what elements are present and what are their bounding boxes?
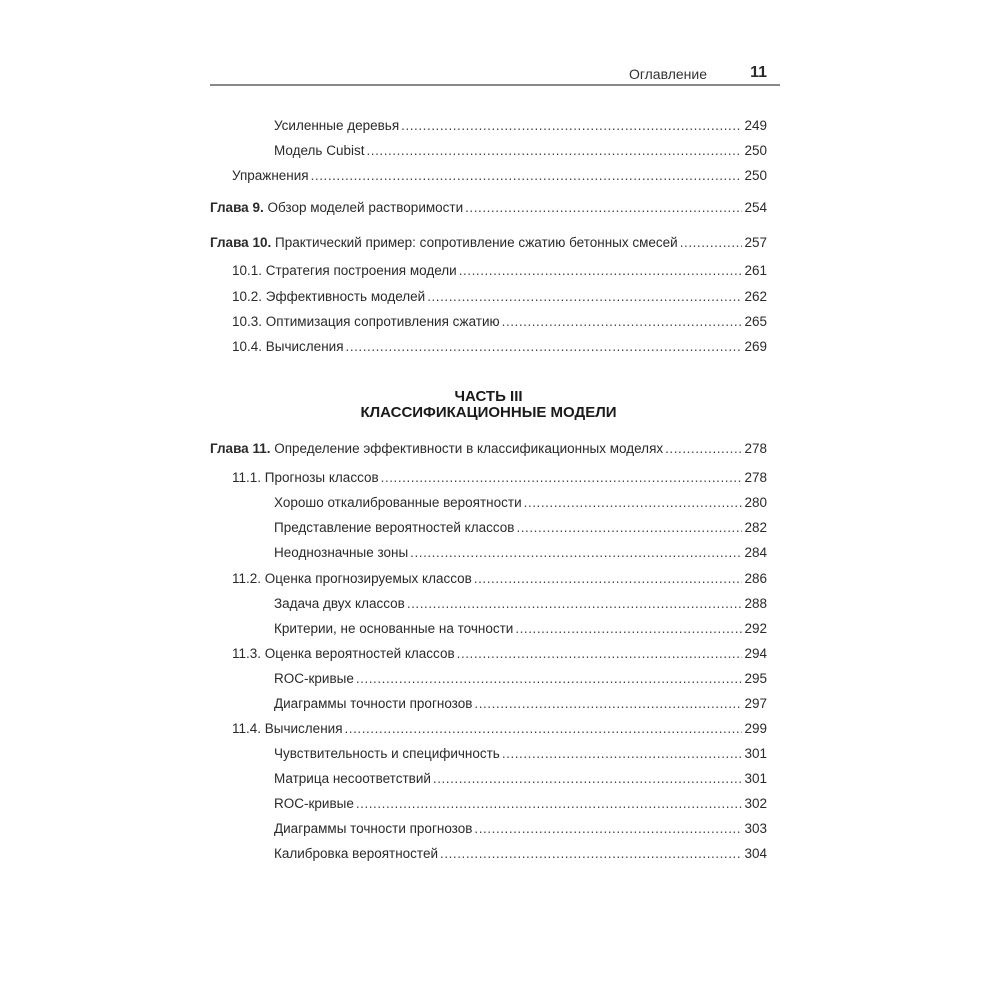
- toc-entry[interactable]: [274, 795, 767, 813]
- dot-leader: [474, 820, 742, 838]
- toc-entry[interactable]: [232, 338, 767, 356]
- toc-entry[interactable]: [274, 117, 767, 135]
- entry-title-text: Обзор моделей растворимости: [267, 200, 464, 215]
- entry-title-text: ROC-кривые: [274, 671, 354, 686]
- toc-entry[interactable]: [232, 167, 767, 185]
- toc-entry-title: [232, 645, 457, 663]
- dot-leader: [311, 167, 743, 185]
- toc-entry-title: [232, 570, 474, 588]
- toc-entry[interactable]: [274, 770, 767, 788]
- entry-title-text: Калибровка вероятностей: [274, 846, 439, 861]
- toc-page-number: 278: [744, 470, 767, 485]
- toc-entry[interactable]: [210, 440, 767, 458]
- dot-leader: [474, 570, 743, 588]
- toc-entry-title: [232, 313, 502, 331]
- dot-leader: [502, 313, 743, 331]
- dot-leader: [345, 720, 743, 738]
- toc-entry-title: [274, 595, 407, 613]
- header-page-number: 11: [750, 64, 767, 81]
- toc-page-number: 299: [744, 721, 767, 736]
- toc-page-number: 301: [744, 746, 767, 761]
- toc-page-number: 297: [744, 696, 767, 711]
- toc-entry-title: [210, 234, 680, 252]
- toc-entry[interactable]: [232, 570, 767, 588]
- toc-entry[interactable]: [274, 695, 767, 713]
- dot-leader: [524, 494, 743, 512]
- chapter-label: Глава 10.: [210, 235, 272, 250]
- entry-title-text: Чувствительность и специфичность: [274, 746, 500, 761]
- toc-entry-title: [210, 199, 465, 217]
- toc-entry[interactable]: [232, 720, 767, 738]
- entry-title-text: Неоднозначные зоны: [274, 545, 409, 560]
- entry-title-text: 11.1. Прогнозы классов: [232, 470, 379, 485]
- toc-entry-title: [232, 469, 381, 487]
- dot-leader: [401, 117, 742, 135]
- toc-entry-title: [274, 670, 356, 688]
- dot-leader: [356, 795, 743, 813]
- entry-title-text: Представление вероятностей классов: [274, 520, 515, 535]
- toc-page-number: 302: [744, 796, 767, 811]
- toc-entry-title: [210, 440, 665, 458]
- toc-page-number: 249: [744, 118, 767, 133]
- entry-title-text: 11.3. Оценка вероятностей классов: [232, 646, 455, 661]
- chapter-label: Глава 9.: [210, 200, 264, 215]
- toc-entry[interactable]: [274, 595, 767, 613]
- dot-leader: [465, 199, 742, 217]
- entry-title-text: Хорошо откалиброванные вероятности: [274, 495, 522, 510]
- toc-page-number: 265: [744, 314, 767, 329]
- toc-entry-title: [274, 695, 474, 713]
- toc-entry-title: [274, 142, 366, 160]
- toc-entry[interactable]: [232, 313, 767, 331]
- dot-leader: [502, 745, 743, 763]
- toc-entry[interactable]: [232, 262, 767, 280]
- toc-entry[interactable]: [232, 645, 767, 663]
- toc-entry-title: [274, 795, 356, 813]
- toc-page-number: 257: [744, 235, 767, 250]
- entry-title-text: 10.2. Эффективность моделей: [232, 289, 426, 304]
- toc-page-number: 269: [744, 339, 767, 354]
- toc-entry[interactable]: [274, 670, 767, 688]
- toc-page-number: 250: [744, 168, 767, 183]
- toc-page-number: 254: [744, 200, 767, 215]
- dot-leader: [516, 519, 742, 537]
- toc-entry-title: [274, 544, 410, 562]
- toc-entry[interactable]: [274, 494, 767, 512]
- toc-entry[interactable]: [232, 288, 767, 306]
- toc-entry[interactable]: [274, 745, 767, 763]
- entry-title-text: ROC-кривые: [274, 796, 354, 811]
- entry-title-text: Усиленные деревья: [274, 118, 400, 133]
- entry-title-text: Практический пример: сопротивление сжатию бетонных смесей: [274, 235, 678, 250]
- toc-entry-title: [274, 519, 516, 537]
- dot-leader: [515, 620, 742, 638]
- entry-title-text: 11.2. Оценка прогнозируемых классов: [232, 571, 472, 586]
- toc-page-number: 261: [744, 263, 767, 278]
- toc-entry-title: [274, 620, 515, 638]
- toc-page-number: 282: [744, 520, 767, 535]
- toc-page-number: 292: [744, 621, 767, 636]
- toc-entry-title: [232, 167, 311, 185]
- dot-leader: [440, 845, 742, 863]
- part-title: КЛАССИФИКАЦИОННЫЕ МОДЕЛИ: [360, 404, 617, 421]
- toc-entry-title: [274, 770, 433, 788]
- toc-page-number: 250: [744, 143, 767, 158]
- dot-leader: [346, 338, 743, 356]
- dot-leader: [474, 695, 742, 713]
- toc-page-number: 304: [744, 846, 767, 861]
- chapter-label: Глава 11.: [210, 441, 271, 456]
- entry-title-text: Задача двух классов: [274, 596, 405, 611]
- toc-entry[interactable]: [210, 199, 767, 217]
- toc-entry[interactable]: [274, 820, 767, 838]
- entry-title-text: Критерии, не основанные на точности: [274, 621, 514, 636]
- dot-leader: [457, 645, 743, 663]
- entry-title-text: 10.3. Оптимизация сопротивления сжатию: [232, 314, 500, 329]
- toc-entry[interactable]: [274, 845, 767, 863]
- entry-title-text: Диаграммы точности прогнозов: [274, 696, 473, 711]
- header-rule: [210, 84, 780, 86]
- toc-entry-title: [232, 338, 346, 356]
- toc-page-number: 278: [744, 441, 767, 456]
- header-section-title: Оглавление: [628, 66, 707, 82]
- toc-page-number: 284: [744, 545, 767, 560]
- dot-leader: [427, 288, 742, 306]
- entry-title-text: Диаграммы точности прогнозов: [274, 821, 473, 836]
- entry-title-text: 11.4. Вычисления: [232, 721, 343, 736]
- toc-entry[interactable]: [232, 469, 767, 487]
- toc-entry-title: [274, 845, 440, 863]
- toc-entry-title: [274, 820, 474, 838]
- entry-title-text: 10.1. Стратегия построения модели: [232, 263, 457, 278]
- dot-leader: [410, 544, 742, 562]
- dot-leader: [433, 770, 743, 788]
- toc-entry[interactable]: [274, 544, 767, 562]
- toc-entry-title: [232, 262, 459, 280]
- toc-entry-title: [232, 288, 427, 306]
- dot-leader: [680, 234, 743, 252]
- running-header: [210, 64, 767, 84]
- entry-title-text: Матрица несоответствий: [274, 771, 431, 786]
- dot-leader: [381, 469, 743, 487]
- dot-leader: [356, 670, 743, 688]
- part-label: ЧАСТЬ III: [454, 388, 523, 405]
- toc-entry-title: [274, 494, 524, 512]
- toc-entry[interactable]: [274, 519, 767, 537]
- toc-page-number: 294: [744, 646, 767, 661]
- toc-page-number: 295: [744, 671, 767, 686]
- dot-leader: [407, 595, 743, 613]
- toc-page-number: 286: [744, 571, 767, 586]
- toc-entry-title: [232, 720, 345, 738]
- toc-entry-title: [274, 117, 401, 135]
- entry-title-text: 10.4. Вычисления: [232, 339, 344, 354]
- toc-entry[interactable]: [274, 142, 767, 160]
- dot-leader: [665, 440, 742, 458]
- toc-page-number: 262: [744, 289, 767, 304]
- toc-entry-title: [274, 745, 502, 763]
- toc-page-number: 288: [744, 596, 767, 611]
- dot-leader: [366, 142, 742, 160]
- toc-page-number: 280: [744, 495, 767, 510]
- toc-entry[interactable]: [274, 620, 767, 638]
- toc-page-number: 303: [744, 821, 767, 836]
- entry-title-text: Определение эффективности в классификационных моделях: [274, 441, 664, 456]
- toc-page-number: 301: [744, 771, 767, 786]
- entry-title-text: Упражнения: [232, 168, 309, 183]
- toc-entry[interactable]: [210, 234, 767, 252]
- dot-leader: [459, 262, 743, 280]
- entry-title-text: Модель Cubist: [274, 143, 365, 158]
